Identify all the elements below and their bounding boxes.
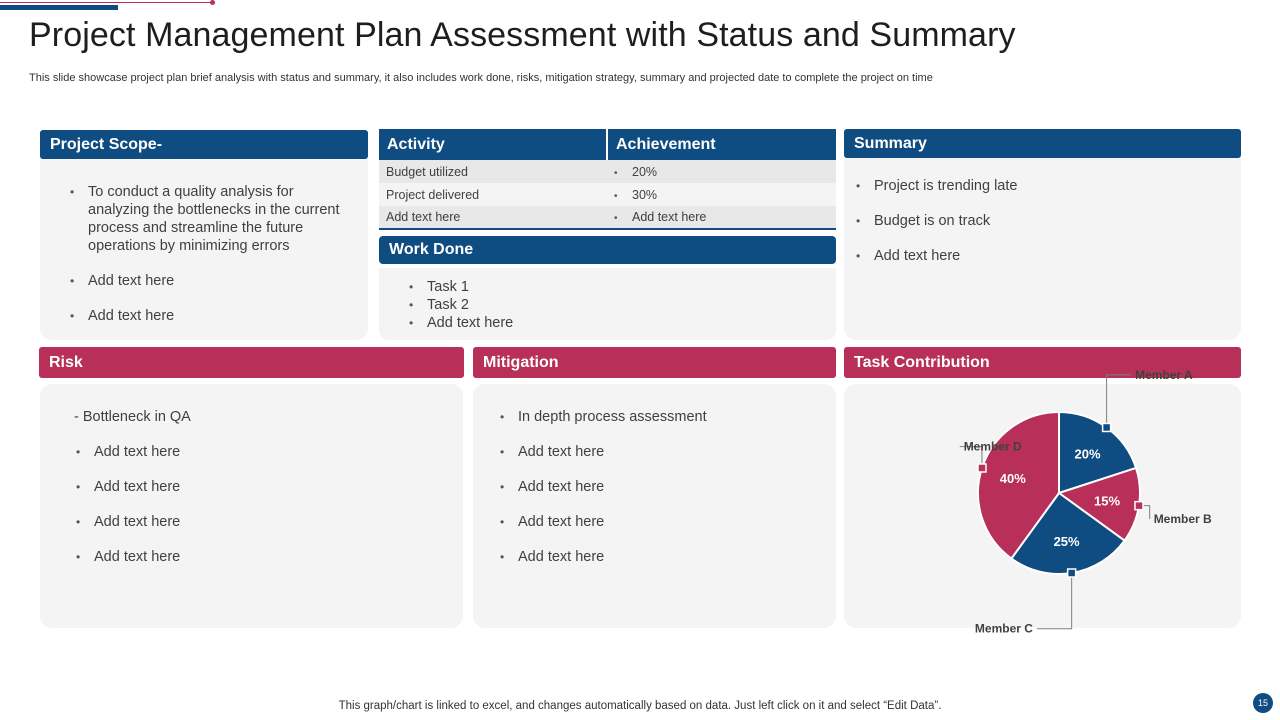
table-row xyxy=(379,206,836,229)
slide-title[interactable]: Project Management Plan Assessment with Status and Summary xyxy=(29,16,1016,54)
slide-subtitle[interactable]: This slide showcase project plan brief analysis with status and summary, it also includes work done, risks, mitigation strategy, summary and projected date to complete the project on time xyxy=(29,72,933,84)
mitigation-item[interactable]: • Add text here xyxy=(498,548,828,566)
risk-list xyxy=(74,408,434,566)
table-cell[interactable]: Add text here xyxy=(379,206,607,229)
accent-line xyxy=(0,2,212,3)
summary-item[interactable]: • Project is trending late xyxy=(854,177,1224,195)
footer-note[interactable]: This graph/chart is linked to excel, and changes automatically based on data. Just left click on it and select “Edit Data”. xyxy=(338,700,942,712)
callout-line-member-c xyxy=(1037,573,1072,629)
table-row xyxy=(379,160,836,183)
task-contribution-header[interactable]: Task Contribution xyxy=(844,347,1241,378)
mitigation-item[interactable]: • Add text here xyxy=(498,513,828,531)
legend-label-member-a: Member A xyxy=(1135,367,1193,382)
legend-label-member-c: Member C xyxy=(974,621,1033,636)
mitigation-item[interactable]: • Add text here xyxy=(498,443,828,461)
mitigation-list xyxy=(498,408,828,566)
summary-list xyxy=(854,177,1224,265)
callout-marker-member-b xyxy=(1135,502,1143,510)
work-done-item[interactable]: • Task 1 xyxy=(407,278,807,296)
risk-item[interactable]: • Add text here xyxy=(74,443,434,461)
legend-label-member-d: Member D xyxy=(963,439,1022,454)
risk-header[interactable]: Risk xyxy=(39,347,464,378)
risk-item[interactable]: • Add text here xyxy=(74,478,434,496)
callout-line-member-a xyxy=(1107,375,1132,428)
mitigation-item[interactable]: • Add text here xyxy=(498,478,828,496)
achievement-table xyxy=(379,129,836,230)
accent-bar xyxy=(0,5,118,10)
summary-header[interactable]: Summary xyxy=(844,129,1241,158)
table-cell[interactable]: Project delivered xyxy=(379,183,607,206)
summary-item[interactable]: • Add text here xyxy=(854,247,1224,265)
scope-list xyxy=(68,183,358,325)
risk-item[interactable]: • Add text here xyxy=(74,548,434,566)
pie-chart[interactable] xyxy=(844,367,1241,636)
scope-item[interactable]: • To conduct a quality analysis for analyzing the bottlenecks in the current process and streamline the future operations by minimizing errors xyxy=(68,183,358,255)
legend-label-member-b: Member B xyxy=(1153,512,1212,527)
pie-label-member-c: 25% xyxy=(1053,534,1080,550)
risk-lead[interactable]: - Bottleneck in QA xyxy=(74,409,191,425)
callout-marker-member-d xyxy=(978,464,986,472)
callout-marker-member-c xyxy=(1068,569,1076,577)
table-row xyxy=(379,183,836,206)
table-cell-value: 20% xyxy=(632,164,658,179)
table-cell[interactable]: • 20% xyxy=(607,160,836,183)
table-cell-value: 30% xyxy=(632,187,658,202)
scope-item[interactable]: • Add text here xyxy=(68,272,358,290)
table-header-achievement[interactable]: Achievement xyxy=(607,129,836,160)
risk-item[interactable]: • Add text here xyxy=(74,513,434,531)
pie-label-member-b: 15% xyxy=(1093,493,1121,509)
callout-marker-member-a xyxy=(1103,423,1111,431)
scope-item[interactable]: • Add text here xyxy=(68,307,358,325)
work-done-header[interactable]: Work Done xyxy=(379,236,836,264)
work-done-list xyxy=(407,278,807,332)
pie-label-member-d: 40% xyxy=(999,470,1026,486)
work-done-item[interactable]: • Task 2 xyxy=(407,296,807,314)
mitigation-item[interactable]: • In depth process assessment xyxy=(498,408,828,426)
mitigation-header[interactable]: Mitigation xyxy=(473,347,836,378)
table-cell[interactable]: Budget utilized xyxy=(379,160,607,183)
table-cell[interactable]: • Add text here xyxy=(607,206,836,229)
accent-dot xyxy=(210,0,215,5)
scope-header[interactable]: Project Scope- xyxy=(40,130,368,159)
pie-label-member-a: 20% xyxy=(1074,446,1101,462)
summary-item[interactable]: • Budget is on track xyxy=(854,212,1224,230)
table-cell-value: Add text here xyxy=(632,210,707,224)
table-cell[interactable]: • 30% xyxy=(607,183,836,206)
work-done-item[interactable]: • Add text here xyxy=(407,314,807,332)
page-number: 15 xyxy=(1253,693,1273,713)
table-header-activity[interactable]: Activity xyxy=(379,129,607,160)
